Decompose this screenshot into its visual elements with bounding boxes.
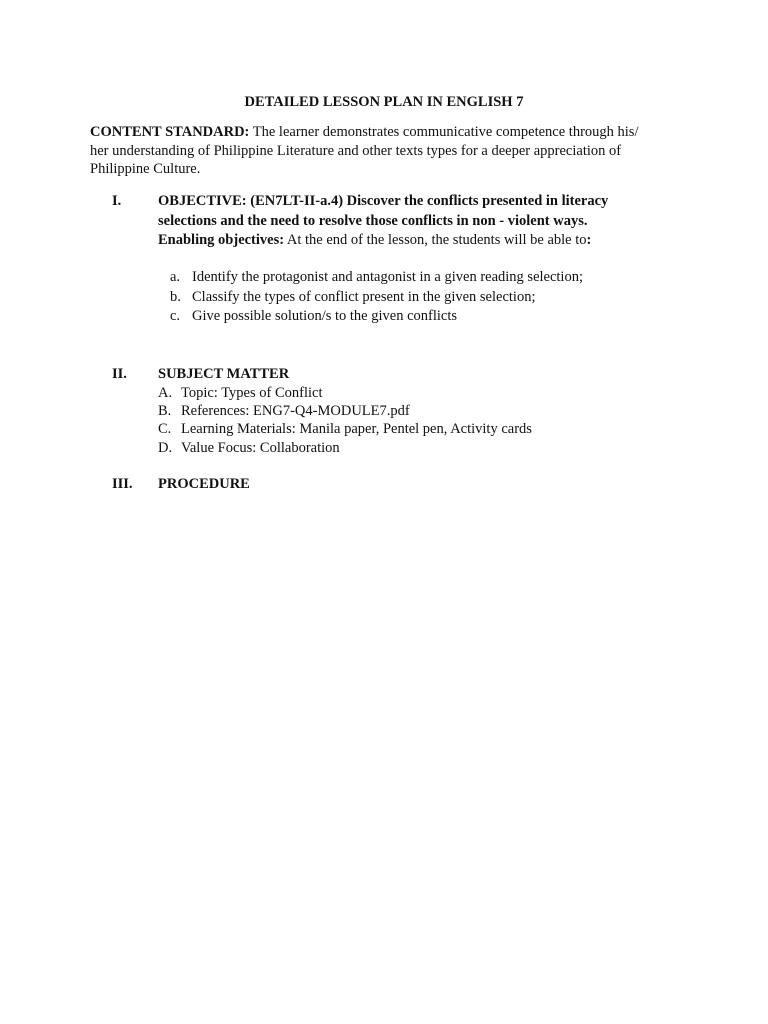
list-marker: C. (158, 421, 172, 438)
list-item (158, 384, 658, 402)
enabling-objectives-colon: : (586, 232, 592, 248)
procedure-heading: PROCEDURE (158, 476, 250, 492)
content-standard-text: The learner demonstrates communicative competence through his/ her understanding of Philippine Literature and other texts types for a deeper appreciation of Philippine Culture. (90, 124, 639, 177)
list-item-text: Value Focus: Collaboration (181, 439, 340, 456)
list-item (170, 288, 583, 308)
list-marker: b. (170, 288, 181, 305)
list-item (170, 268, 583, 288)
section-numeral: III. (112, 476, 133, 492)
subject-matter-list (158, 384, 658, 457)
enabling-objectives-text: At the end of the lesson, the students will be able to (284, 232, 587, 248)
content-standard-label: CONTENT STANDARD: (90, 124, 250, 140)
subject-matter-heading: SUBJECT MATTER (158, 366, 290, 382)
subject-matter-block (158, 365, 658, 457)
list-item (170, 307, 583, 327)
list-item-text: Topic: Types of Conflict (181, 385, 323, 401)
section-numeral: II. (112, 366, 127, 382)
list-marker: D. (158, 439, 173, 456)
list-marker: a. (170, 269, 181, 285)
list-item-text: References: ENG7-Q4-MODULE7.pdf (181, 403, 410, 420)
section-numeral: I. (112, 193, 122, 209)
list-marker: c. (170, 308, 181, 324)
objective-text: OBJECTIVE: (EN7LT-II-a.4) Discover the conflicts presented in literacy selections and the need to resolve those conflicts in non - violent ways. (158, 193, 609, 229)
document-title: DETAILED LESSON PLAN IN ENGLISH 7 (244, 94, 524, 110)
list-item-text: Learning Materials: Manila paper, Pentel pen, Activity cards (181, 421, 532, 438)
list-item (158, 420, 658, 438)
list-item-text: Give possible solution/s to the given conflicts (192, 308, 458, 324)
list-item-text: Identify the protagonist and antagonist in a given reading selection; (192, 269, 583, 285)
objective-block (158, 192, 658, 251)
list-item-text: Classify the types of conflict present in the given selection; (192, 288, 536, 305)
list-item (158, 402, 658, 420)
enabling-objectives-line (158, 231, 658, 251)
enabling-objectives-label: Enabling objectives: (158, 232, 285, 248)
list-marker: A. (158, 385, 173, 401)
enabling-objectives-list (170, 268, 583, 327)
content-standard-paragraph (90, 123, 650, 179)
list-marker: B. (158, 403, 172, 420)
list-item (158, 439, 658, 457)
